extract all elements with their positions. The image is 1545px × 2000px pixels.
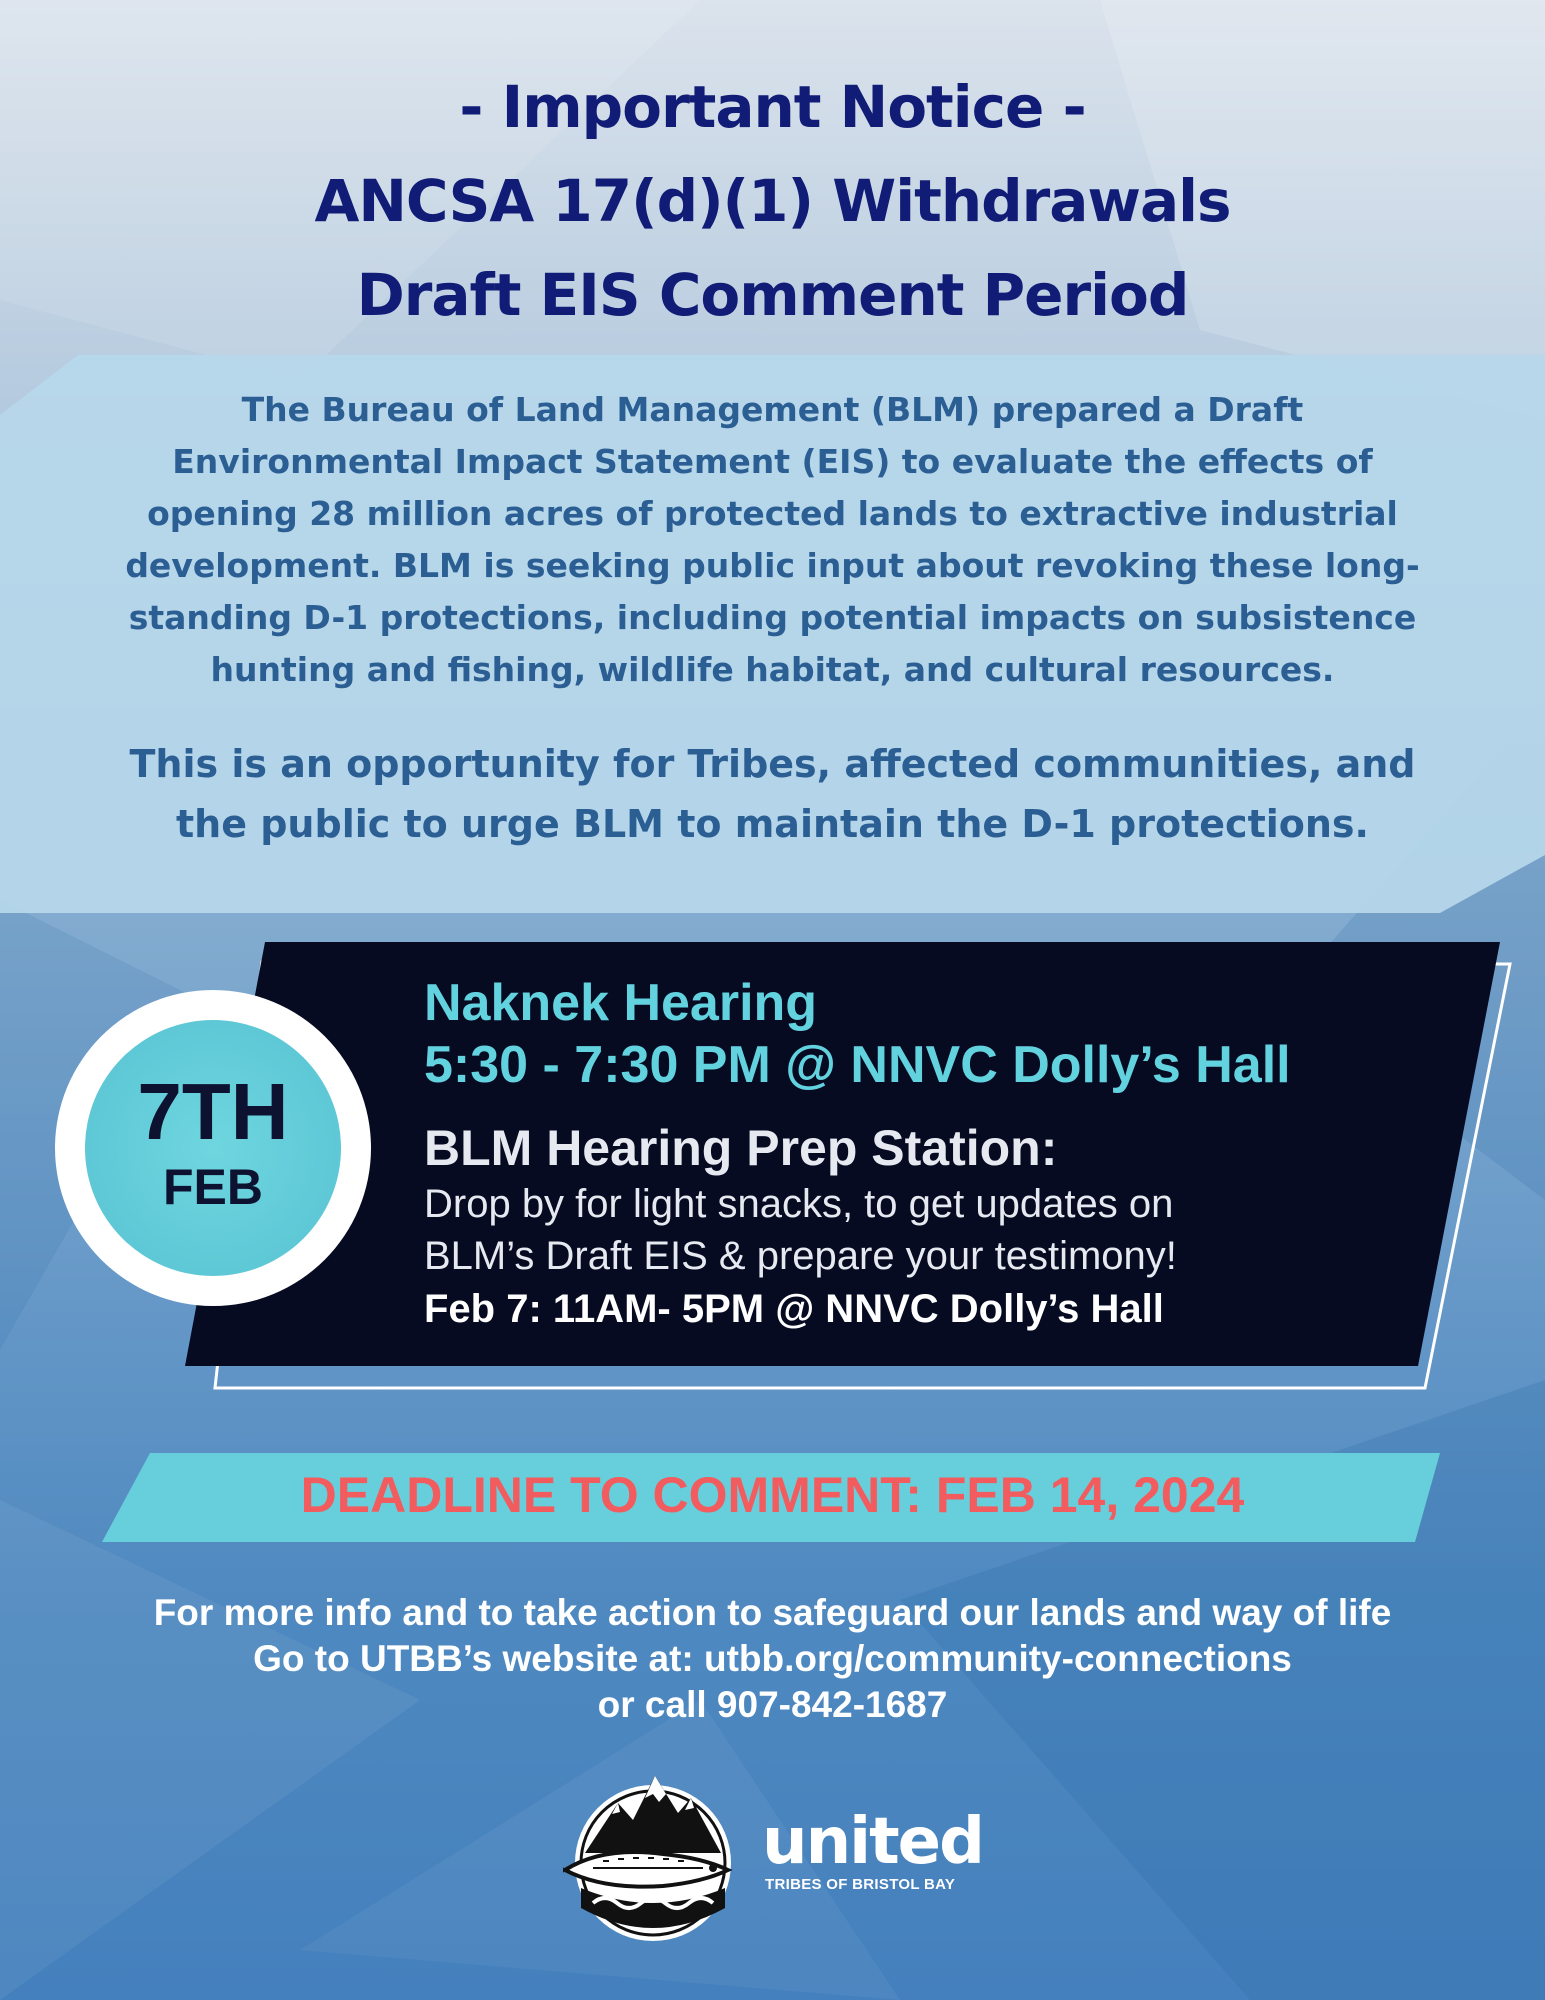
date-badge-inner: [85, 1020, 341, 1276]
intro-line: the public to urge BLM to maintain the D-1 protections.: [176, 802, 1369, 846]
intro-line: standing D-1 protections, including potential impacts on subsistence: [128, 598, 1417, 637]
title-line-comment-period: Draft EIS Comment Period: [356, 261, 1189, 329]
intro-line: Environmental Impact Statement (EIS) to evaluate the effects of: [172, 442, 1373, 481]
mountain-salmon-emblem-icon: [563, 1758, 743, 1948]
prep-desc-line: BLM’s Draft EIS & prepare your testimony!: [424, 1234, 1177, 1278]
logo-wordmark: united: [762, 1805, 983, 1879]
intro-line: hunting and fishing, wildlife habitat, and cultural resources.: [210, 650, 1335, 689]
hearing-time: 5:30 - 7:30 PM @ NNVC Dolly’s Hall: [424, 1036, 1291, 1094]
intro-line: This is an opportunity for Tribes, affected communities, and: [129, 742, 1416, 786]
prep-station-time: Feb 7: 11AM- 5PM @ NNVC Dolly’s Hall: [424, 1287, 1164, 1331]
call-to-action-paragraph: [100, 734, 1445, 854]
date-month: FEB: [163, 1159, 263, 1215]
date-badge: [55, 990, 371, 1306]
intro-paragraph: [100, 384, 1445, 696]
event-details: [424, 972, 1444, 1336]
website-link[interactable]: Go to UTBB’s website at: utbb.org/community-connections: [253, 1638, 1292, 1679]
intro-line: The Bureau of Land Management (BLM) prepared a Draft: [241, 390, 1304, 429]
date-day: 7TH: [137, 1067, 289, 1156]
intro-line: development. BLM is seeking public input about revoking these long-: [125, 546, 1420, 585]
phone-number[interactable]: or call 907-842-1687: [597, 1684, 948, 1725]
title-line-withdrawals: ANCSA 17(d)(1) Withdrawals: [314, 167, 1231, 235]
hearing-name: Naknek Hearing: [424, 974, 818, 1032]
intro-text: [100, 384, 1445, 854]
prep-station-description: [424, 1178, 1444, 1282]
intro-line: opening 28 million acres of protected lands to extractive industrial: [147, 494, 1398, 533]
prep-station-title: BLM Hearing Prep Station:: [424, 1120, 1058, 1176]
deadline-text: DEADLINE TO COMMENT: FEB 14, 2024: [300, 1467, 1245, 1523]
logo-subtitle: TRIBES OF BRISTOL BAY: [765, 1876, 956, 1893]
page-title: [0, 60, 1545, 342]
title-line-notice: - Important Notice -: [459, 73, 1086, 141]
more-info-line: For more info and to take action to safeguard our lands and way of life: [153, 1592, 1392, 1633]
prep-desc-line: Drop by for light snacks, to get updates on: [424, 1182, 1174, 1226]
more-info: [0, 1590, 1545, 1728]
